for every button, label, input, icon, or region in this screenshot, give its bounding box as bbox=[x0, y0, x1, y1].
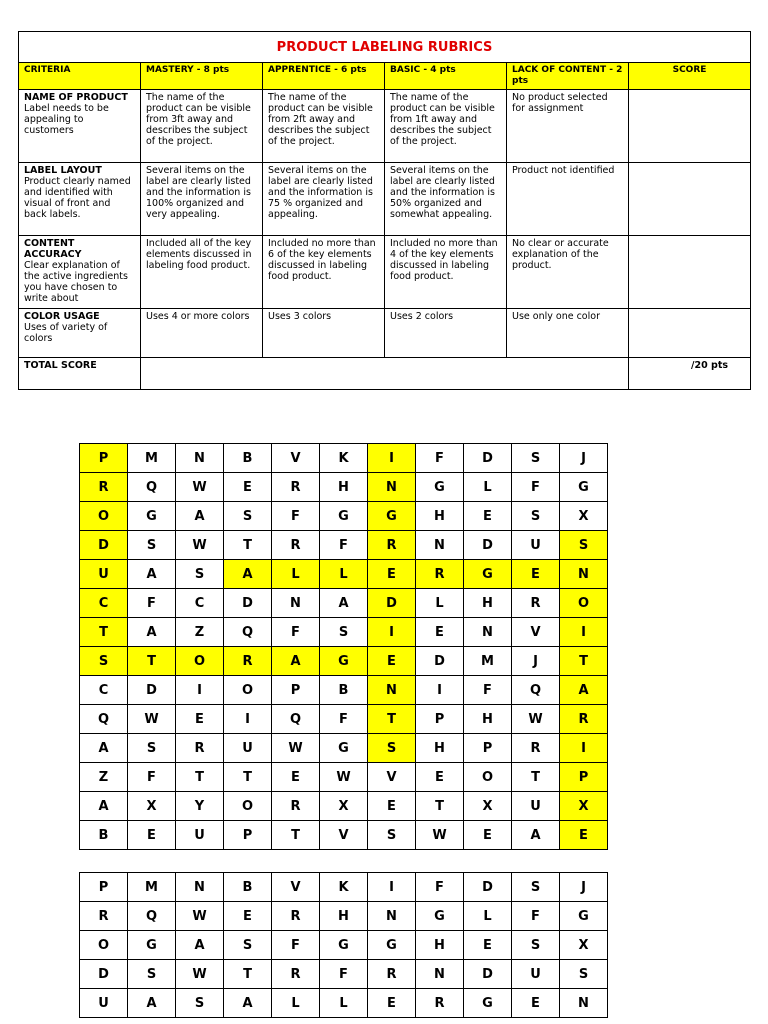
letter-cell[interactable]: O bbox=[224, 676, 272, 705]
total-blank-cell bbox=[141, 358, 629, 390]
criteria-name: COLOR USAGE bbox=[24, 311, 100, 322]
letter-cell[interactable]: B bbox=[320, 676, 368, 705]
letter-cell[interactable]: F bbox=[272, 618, 320, 647]
letter-cell[interactable]: T bbox=[176, 763, 224, 792]
word-search-blank bbox=[79, 872, 608, 1018]
letter-cell[interactable]: C bbox=[176, 589, 224, 618]
letter-cell[interactable]: U bbox=[512, 531, 560, 560]
letter-cell[interactable]: W bbox=[176, 960, 224, 989]
letter-cell[interactable]: I bbox=[560, 734, 608, 763]
letter-cell[interactable]: W bbox=[512, 705, 560, 734]
letter-cell[interactable]: G bbox=[416, 902, 464, 931]
letter-cell[interactable]: G bbox=[320, 931, 368, 960]
criteria-description: Clear explanation of the active ingredients you have chosen to write about bbox=[24, 260, 128, 304]
letter-cell[interactable]: D bbox=[464, 873, 512, 902]
letter-cell[interactable]: F bbox=[320, 960, 368, 989]
criteria-name: CONTENT ACCURACY bbox=[24, 238, 82, 260]
letter-cell[interactable]: G bbox=[368, 502, 416, 531]
letter-cell[interactable]: V bbox=[320, 821, 368, 850]
letter-cell[interactable]: G bbox=[368, 931, 416, 960]
letter-cell[interactable]: S bbox=[512, 502, 560, 531]
letter-cell[interactable]: L bbox=[272, 560, 320, 589]
letter-cell[interactable]: R bbox=[272, 792, 320, 821]
letter-cell[interactable]: Q bbox=[128, 902, 176, 931]
letter-cell[interactable]: E bbox=[272, 763, 320, 792]
letter-cell[interactable]: X bbox=[464, 792, 512, 821]
letter-cell[interactable]: F bbox=[416, 444, 464, 473]
letter-cell[interactable]: S bbox=[512, 873, 560, 902]
score-cell[interactable] bbox=[629, 236, 751, 309]
letter-cell[interactable]: R bbox=[80, 473, 128, 502]
letter-cell[interactable]: P bbox=[416, 705, 464, 734]
letter-cell[interactable]: N bbox=[176, 444, 224, 473]
letter-cell[interactable]: Z bbox=[80, 763, 128, 792]
grid-row bbox=[80, 502, 608, 531]
letter-cell[interactable]: V bbox=[272, 444, 320, 473]
letter-cell[interactable]: E bbox=[368, 560, 416, 589]
letter-cell[interactable]: I bbox=[224, 705, 272, 734]
letter-cell[interactable]: S bbox=[176, 989, 224, 1018]
mastery-cell: Included all of the key elements discussed in labeling food product. bbox=[141, 236, 263, 309]
letter-cell[interactable]: Z bbox=[176, 618, 224, 647]
criteria-cell bbox=[19, 309, 141, 358]
letter-cell[interactable]: T bbox=[224, 960, 272, 989]
letter-cell[interactable]: N bbox=[560, 560, 608, 589]
letter-cell[interactable]: L bbox=[320, 989, 368, 1018]
letter-cell[interactable]: X bbox=[128, 792, 176, 821]
letter-cell[interactable]: W bbox=[320, 763, 368, 792]
rubric-row bbox=[19, 90, 751, 163]
letter-cell[interactable]: T bbox=[368, 705, 416, 734]
apprentice-cell: Included no more than 6 of the key elements discussed in labeling food product. bbox=[263, 236, 385, 309]
letter-cell[interactable]: E bbox=[128, 821, 176, 850]
grid-row bbox=[80, 473, 608, 502]
mastery-cell: The name of the product can be visible from 3ft away and describes the subject of the project. bbox=[141, 90, 263, 163]
letter-cell[interactable]: F bbox=[128, 589, 176, 618]
letter-cell[interactable]: S bbox=[128, 734, 176, 763]
letter-cell[interactable]: O bbox=[80, 502, 128, 531]
letter-cell[interactable]: G bbox=[320, 647, 368, 676]
letter-cell[interactable]: R bbox=[272, 473, 320, 502]
letter-cell[interactable]: W bbox=[272, 734, 320, 763]
letter-cell[interactable]: I bbox=[368, 444, 416, 473]
letter-cell[interactable]: O bbox=[464, 763, 512, 792]
letter-cell[interactable]: F bbox=[512, 473, 560, 502]
letter-cell[interactable]: V bbox=[368, 763, 416, 792]
total-row bbox=[19, 358, 751, 390]
grid-row bbox=[80, 444, 608, 473]
letter-cell[interactable]: X bbox=[560, 502, 608, 531]
letter-cell[interactable]: T bbox=[80, 618, 128, 647]
letter-cell[interactable]: D bbox=[368, 589, 416, 618]
criteria-cell bbox=[19, 163, 141, 236]
letter-cell[interactable]: T bbox=[224, 763, 272, 792]
letter-cell[interactable]: L bbox=[416, 589, 464, 618]
basic-cell: Included no more than 4 of the key elements discussed in labeling food product. bbox=[385, 236, 507, 309]
letter-cell[interactable]: A bbox=[80, 734, 128, 763]
lack-of-content-cell: Use only one color bbox=[507, 309, 629, 358]
letter-cell[interactable]: A bbox=[176, 502, 224, 531]
criteria-cell bbox=[19, 90, 141, 163]
letter-cell[interactable]: R bbox=[272, 902, 320, 931]
grid-row bbox=[80, 821, 608, 850]
letter-cell[interactable]: N bbox=[368, 902, 416, 931]
letter-cell[interactable]: E bbox=[464, 931, 512, 960]
letter-cell[interactable]: Q bbox=[224, 618, 272, 647]
letter-cell[interactable]: Q bbox=[512, 676, 560, 705]
letter-cell[interactable]: R bbox=[368, 960, 416, 989]
basic-cell: Several items on the label are clearly listed and the information is 50% organized and somewhat appealing. bbox=[385, 163, 507, 236]
letter-cell[interactable]: E bbox=[560, 821, 608, 850]
letter-cell[interactable]: A bbox=[512, 821, 560, 850]
letter-cell[interactable]: A bbox=[80, 792, 128, 821]
letter-cell[interactable]: A bbox=[128, 560, 176, 589]
letter-cell[interactable]: N bbox=[368, 473, 416, 502]
letter-cell[interactable]: D bbox=[464, 531, 512, 560]
letter-cell[interactable]: E bbox=[224, 473, 272, 502]
score-cell[interactable] bbox=[629, 309, 751, 358]
letter-cell[interactable]: H bbox=[416, 734, 464, 763]
grid-row bbox=[80, 902, 608, 931]
letter-cell[interactable]: S bbox=[320, 618, 368, 647]
letter-cell[interactable]: N bbox=[272, 589, 320, 618]
criteria-description: Label needs to be appealing to customers bbox=[24, 103, 109, 136]
letter-cell[interactable]: N bbox=[416, 960, 464, 989]
letter-cell[interactable]: E bbox=[368, 647, 416, 676]
letter-cell[interactable]: D bbox=[80, 531, 128, 560]
letter-cell[interactable]: N bbox=[560, 989, 608, 1018]
letter-cell[interactable]: G bbox=[560, 473, 608, 502]
letter-cell[interactable]: A bbox=[224, 560, 272, 589]
header-basic: BASIC - 4 pts bbox=[385, 63, 507, 90]
letter-cell[interactable]: E bbox=[416, 618, 464, 647]
letter-cell[interactable]: R bbox=[512, 734, 560, 763]
letter-cell[interactable]: J bbox=[560, 873, 608, 902]
rubric-row bbox=[19, 309, 751, 358]
letter-cell[interactable]: D bbox=[464, 444, 512, 473]
letter-cell[interactable]: U bbox=[512, 792, 560, 821]
grid-row bbox=[80, 989, 608, 1018]
letter-cell[interactable]: G bbox=[128, 931, 176, 960]
letter-cell[interactable]: A bbox=[272, 647, 320, 676]
letter-cell[interactable]: R bbox=[512, 589, 560, 618]
letter-cell[interactable]: E bbox=[464, 502, 512, 531]
letter-cell[interactable]: E bbox=[368, 989, 416, 1018]
letter-cell[interactable]: D bbox=[128, 676, 176, 705]
letter-cell[interactable]: I bbox=[416, 676, 464, 705]
letter-cell[interactable]: N bbox=[416, 531, 464, 560]
letter-cell[interactable]: R bbox=[272, 960, 320, 989]
lack-of-content-cell: Product not identified bbox=[507, 163, 629, 236]
grid-row bbox=[80, 734, 608, 763]
header-criteria: CRITERIA bbox=[19, 63, 141, 90]
letter-cell[interactable]: B bbox=[80, 821, 128, 850]
letter-cell[interactable]: S bbox=[512, 931, 560, 960]
letter-cell[interactable]: Q bbox=[128, 473, 176, 502]
letter-cell[interactable]: W bbox=[176, 531, 224, 560]
letter-cell[interactable]: S bbox=[80, 647, 128, 676]
letter-cell[interactable]: S bbox=[128, 531, 176, 560]
letter-cell[interactable]: H bbox=[320, 473, 368, 502]
total-score-label: TOTAL SCORE bbox=[19, 358, 141, 390]
letter-cell[interactable]: A bbox=[320, 589, 368, 618]
letter-cell[interactable]: F bbox=[416, 873, 464, 902]
letter-cell[interactable]: R bbox=[416, 560, 464, 589]
grid-row bbox=[80, 873, 608, 902]
letter-cell[interactable]: T bbox=[128, 647, 176, 676]
letter-cell[interactable]: K bbox=[320, 873, 368, 902]
rubric-header-row bbox=[19, 63, 751, 90]
letter-cell[interactable]: Q bbox=[80, 705, 128, 734]
letter-cell[interactable]: U bbox=[512, 960, 560, 989]
letter-cell[interactable]: C bbox=[80, 676, 128, 705]
letter-cell[interactable]: R bbox=[272, 531, 320, 560]
basic-cell: Uses 2 colors bbox=[385, 309, 507, 358]
letter-cell[interactable]: U bbox=[80, 989, 128, 1018]
letter-cell[interactable]: L bbox=[272, 989, 320, 1018]
header-mastery: MASTERY - 8 pts bbox=[141, 63, 263, 90]
letter-cell[interactable]: V bbox=[512, 618, 560, 647]
letter-cell[interactable]: F bbox=[512, 902, 560, 931]
letter-cell[interactable]: W bbox=[416, 821, 464, 850]
apprentice-cell: Uses 3 colors bbox=[263, 309, 385, 358]
letter-cell[interactable]: E bbox=[368, 792, 416, 821]
grid-row bbox=[80, 763, 608, 792]
letter-cell[interactable]: P bbox=[80, 873, 128, 902]
letter-cell[interactable]: H bbox=[464, 705, 512, 734]
criteria-name: NAME OF PRODUCT bbox=[24, 92, 128, 103]
letter-cell[interactable]: B bbox=[224, 444, 272, 473]
letter-cell[interactable]: O bbox=[176, 647, 224, 676]
letter-cell[interactable]: D bbox=[416, 647, 464, 676]
grid-row bbox=[80, 560, 608, 589]
grid-row bbox=[80, 931, 608, 960]
score-cell[interactable] bbox=[629, 90, 751, 163]
letter-cell[interactable]: E bbox=[416, 763, 464, 792]
letter-cell[interactable]: I bbox=[176, 676, 224, 705]
letter-cell[interactable]: X bbox=[560, 931, 608, 960]
total-points[interactable]: /20 pts bbox=[629, 358, 751, 390]
letter-cell[interactable]: J bbox=[560, 444, 608, 473]
letter-cell[interactable]: H bbox=[416, 502, 464, 531]
criteria-cell bbox=[19, 236, 141, 309]
letter-cell[interactable]: A bbox=[560, 676, 608, 705]
letter-cell[interactable]: R bbox=[80, 902, 128, 931]
header-score: SCORE bbox=[629, 63, 751, 90]
grid-row bbox=[80, 705, 608, 734]
letter-cell[interactable]: F bbox=[320, 531, 368, 560]
lack-of-content-cell: No clear or accurate explanation of the product. bbox=[507, 236, 629, 309]
letter-cell[interactable]: B bbox=[224, 873, 272, 902]
letter-cell[interactable]: S bbox=[560, 960, 608, 989]
letter-cell[interactable]: P bbox=[224, 821, 272, 850]
letter-cell[interactable]: N bbox=[368, 676, 416, 705]
letter-cell[interactable]: F bbox=[272, 931, 320, 960]
criteria-description: Product clearly named and identified with visual of front and back labels. bbox=[24, 176, 131, 220]
letter-cell[interactable]: O bbox=[224, 792, 272, 821]
letter-cell[interactable]: T bbox=[272, 821, 320, 850]
letter-cell[interactable]: E bbox=[224, 902, 272, 931]
letter-cell[interactable]: N bbox=[464, 618, 512, 647]
letter-cell[interactable]: M bbox=[128, 444, 176, 473]
letter-cell[interactable]: S bbox=[176, 560, 224, 589]
letter-cell[interactable]: I bbox=[368, 873, 416, 902]
letter-cell[interactable]: K bbox=[320, 444, 368, 473]
letter-cell[interactable]: G bbox=[416, 473, 464, 502]
letter-cell[interactable]: X bbox=[560, 792, 608, 821]
letter-cell[interactable]: J bbox=[512, 647, 560, 676]
letter-cell[interactable]: W bbox=[176, 473, 224, 502]
letter-cell[interactable]: F bbox=[320, 705, 368, 734]
letter-cell[interactable]: A bbox=[128, 618, 176, 647]
grid-row bbox=[80, 531, 608, 560]
letter-cell[interactable]: O bbox=[80, 931, 128, 960]
letter-cell[interactable]: M bbox=[128, 873, 176, 902]
letter-cell[interactable]: L bbox=[320, 560, 368, 589]
rubric-title: PRODUCT LABELING RUBRICS bbox=[19, 32, 751, 63]
letter-cell[interactable]: F bbox=[272, 502, 320, 531]
letter-cell[interactable]: A bbox=[224, 989, 272, 1018]
letter-cell[interactable]: O bbox=[560, 589, 608, 618]
letter-cell[interactable]: L bbox=[464, 473, 512, 502]
letter-cell[interactable]: E bbox=[512, 560, 560, 589]
letter-cell[interactable]: D bbox=[464, 960, 512, 989]
grid-row bbox=[80, 618, 608, 647]
letter-cell[interactable]: R bbox=[560, 705, 608, 734]
letter-cell[interactable]: S bbox=[512, 444, 560, 473]
letter-cell[interactable]: R bbox=[416, 989, 464, 1018]
letter-cell[interactable]: R bbox=[224, 647, 272, 676]
grid-row bbox=[80, 792, 608, 821]
letter-cell[interactable]: E bbox=[464, 821, 512, 850]
letter-cell[interactable]: R bbox=[176, 734, 224, 763]
header-apprentice: APPRENTICE - 6 pts bbox=[263, 63, 385, 90]
rubric-row bbox=[19, 163, 751, 236]
letter-cell[interactable]: Q bbox=[272, 705, 320, 734]
letter-cell[interactable]: Y bbox=[176, 792, 224, 821]
letter-cell[interactable]: L bbox=[464, 902, 512, 931]
letter-cell[interactable]: I bbox=[560, 618, 608, 647]
letter-cell[interactable]: M bbox=[464, 647, 512, 676]
letter-cell[interactable]: S bbox=[128, 960, 176, 989]
apprentice-cell: The name of the product can be visible from 2ft away and describes the subject of the project. bbox=[263, 90, 385, 163]
rubric-table bbox=[18, 31, 751, 390]
letter-cell[interactable]: G bbox=[464, 989, 512, 1018]
letter-cell[interactable]: E bbox=[512, 989, 560, 1018]
criteria-name: LABEL LAYOUT bbox=[24, 165, 102, 176]
word-search-solved bbox=[79, 443, 608, 850]
letter-cell[interactable]: N bbox=[176, 873, 224, 902]
letter-cell[interactable]: H bbox=[464, 589, 512, 618]
basic-cell: The name of the product can be visible from 1ft away and describes the subject of the project. bbox=[385, 90, 507, 163]
rubric-row bbox=[19, 236, 751, 309]
letter-cell[interactable]: S bbox=[224, 931, 272, 960]
letter-cell[interactable]: T bbox=[416, 792, 464, 821]
letter-cell[interactable]: S bbox=[368, 734, 416, 763]
score-cell[interactable] bbox=[629, 163, 751, 236]
mastery-cell: Several items on the label are clearly listed and the information is 100% organized and very appealing. bbox=[141, 163, 263, 236]
letter-cell[interactable]: I bbox=[368, 618, 416, 647]
letter-cell[interactable]: T bbox=[560, 647, 608, 676]
letter-cell[interactable]: H bbox=[320, 902, 368, 931]
letter-cell[interactable]: U bbox=[80, 560, 128, 589]
letter-cell[interactable]: G bbox=[320, 502, 368, 531]
letter-cell[interactable]: F bbox=[128, 763, 176, 792]
mastery-cell: Uses 4 or more colors bbox=[141, 309, 263, 358]
header-lack-of-content: LACK OF CONTENT - 2 pts bbox=[507, 63, 629, 90]
letter-cell[interactable]: G bbox=[320, 734, 368, 763]
letter-cell[interactable]: S bbox=[368, 821, 416, 850]
letter-cell[interactable]: U bbox=[224, 734, 272, 763]
grid-row bbox=[80, 647, 608, 676]
letter-cell[interactable]: U bbox=[176, 821, 224, 850]
letter-cell[interactable]: T bbox=[512, 763, 560, 792]
letter-cell[interactable]: W bbox=[176, 902, 224, 931]
letter-cell[interactable]: A bbox=[176, 931, 224, 960]
letter-cell[interactable]: G bbox=[464, 560, 512, 589]
letter-cell[interactable]: V bbox=[272, 873, 320, 902]
letter-cell[interactable]: D bbox=[224, 589, 272, 618]
letter-cell[interactable]: P bbox=[560, 763, 608, 792]
letter-cell[interactable]: C bbox=[80, 589, 128, 618]
letter-cell[interactable]: G bbox=[560, 902, 608, 931]
letter-cell[interactable]: P bbox=[464, 734, 512, 763]
lack-of-content-cell: No product selected for assignment bbox=[507, 90, 629, 163]
letter-cell[interactable]: S bbox=[560, 531, 608, 560]
letter-cell[interactable]: A bbox=[128, 989, 176, 1018]
letter-cell[interactable]: G bbox=[128, 502, 176, 531]
letter-cell[interactable]: P bbox=[272, 676, 320, 705]
letter-cell[interactable]: D bbox=[80, 960, 128, 989]
letter-cell[interactable]: R bbox=[368, 531, 416, 560]
letter-cell[interactable]: X bbox=[320, 792, 368, 821]
letter-cell[interactable]: P bbox=[80, 444, 128, 473]
letter-cell[interactable]: H bbox=[416, 931, 464, 960]
letter-cell[interactable]: F bbox=[464, 676, 512, 705]
letter-cell[interactable]: T bbox=[224, 531, 272, 560]
letter-cell[interactable]: W bbox=[128, 705, 176, 734]
apprentice-cell: Several items on the label are clearly listed and the information is 75 % organized and appealing. bbox=[263, 163, 385, 236]
grid-row bbox=[80, 589, 608, 618]
criteria-description: Uses of variety of colors bbox=[24, 322, 108, 344]
letter-cell[interactable]: E bbox=[176, 705, 224, 734]
grid-row bbox=[80, 676, 608, 705]
grid-row bbox=[80, 960, 608, 989]
letter-cell[interactable]: S bbox=[224, 502, 272, 531]
